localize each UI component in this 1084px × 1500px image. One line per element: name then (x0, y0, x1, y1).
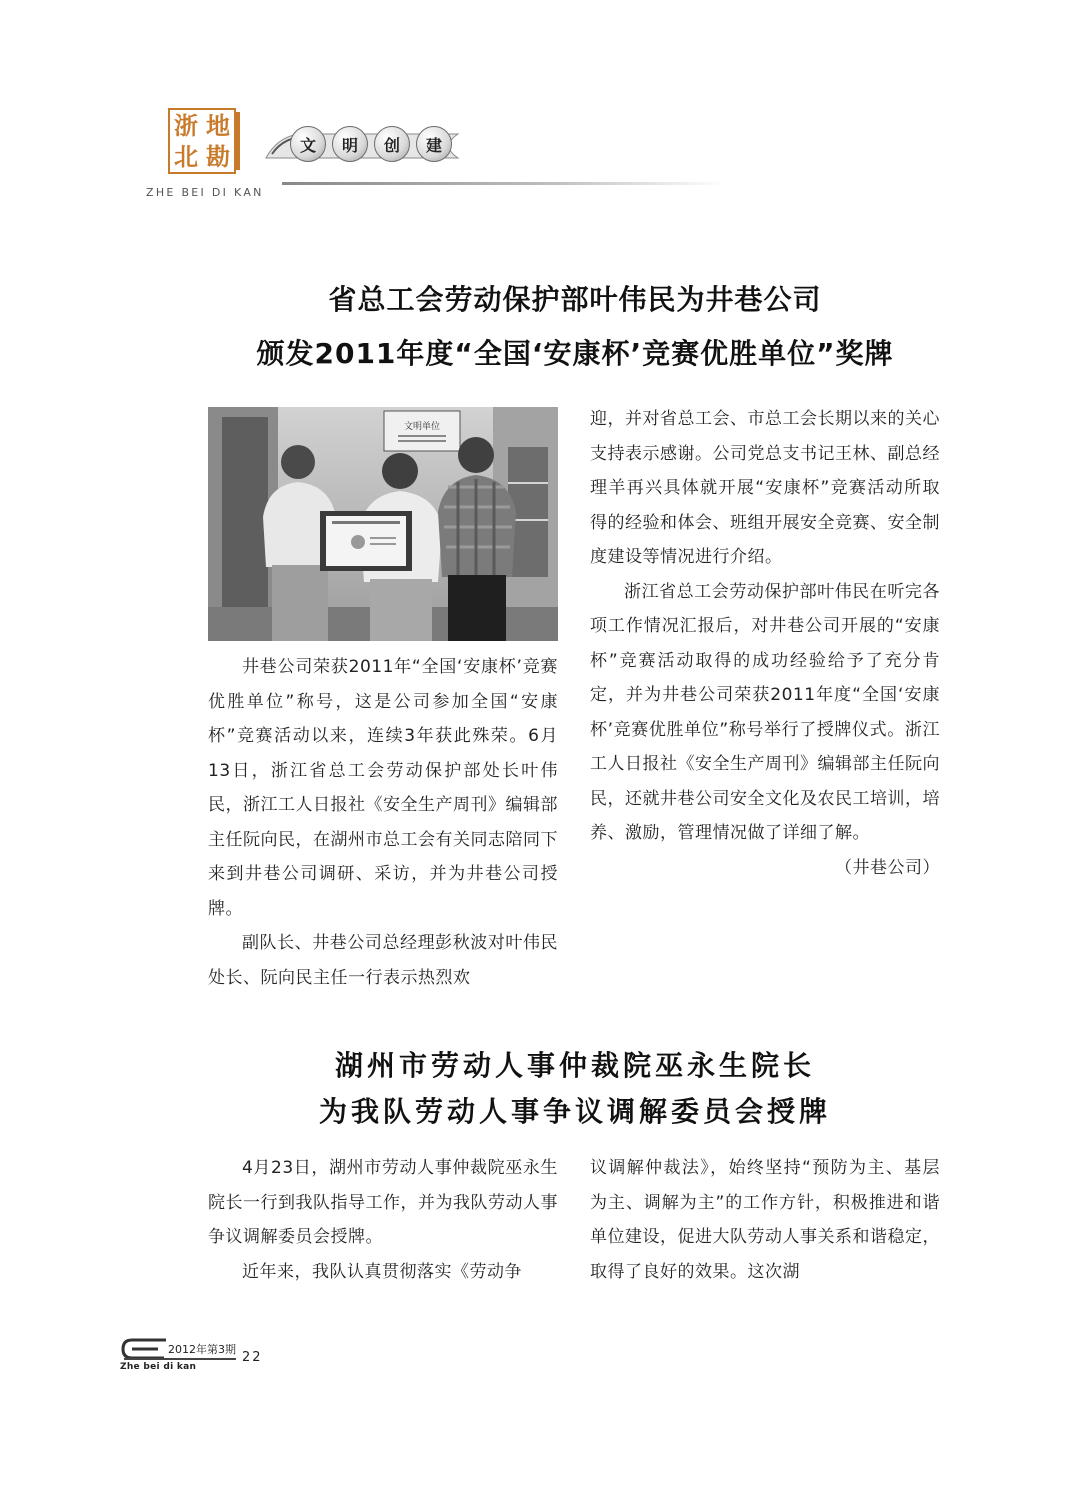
logo-accent-bar (236, 112, 240, 170)
logo-char-1: 浙 (174, 110, 198, 140)
article1-source: （井巷公司） (835, 857, 940, 878)
photo-illustration (208, 407, 558, 641)
article2-right-column (590, 1151, 940, 1289)
magazine-latin-name: ZHE BEI DI KAN (146, 186, 264, 199)
text-line: 系和谐稳定，取得了良好的效果。这次湖 (590, 1227, 940, 1282)
footer-rule (124, 1358, 236, 1360)
text-line: 度“全国‘安康杯’竞赛优胜单位”称号 (590, 685, 940, 740)
text-line: 予了充分肯定，并为井巷公司荣获2011年 (590, 650, 941, 705)
text-line: 4月23日，湖州市劳动人事仲裁院巫 (242, 1158, 523, 1178)
text-line: 举行了授牌仪式。浙江工人日报社《安全 (590, 719, 940, 774)
article2-title-line2: 为我队劳动人事争议调解委员会授牌 (318, 1095, 831, 1128)
text-line: 议调解仲裁法》，始终坚持“预防为主、 (590, 1158, 905, 1178)
article1-title-line1: 省总工会劳动保护部叶伟民为井巷公司 (328, 283, 822, 316)
text-line: 公司安全文化及农民工培训，培养、激 (590, 788, 940, 843)
article1-right-column (590, 402, 940, 885)
footer-latin-name: Zhe bei di kan (120, 1362, 197, 1372)
text-line: 完各项工作情况汇报后，对井巷公司开展 (590, 581, 941, 636)
text-line: 此殊荣。6月13日，浙江省总工会劳动保护 (208, 726, 558, 781)
text-line: 劳动人事争议调解委员会授牌。 (208, 1192, 558, 1247)
text-line: 介绍。 (730, 547, 783, 567)
logo-char-4: 勘 (206, 141, 230, 171)
article1-left-column (208, 650, 558, 995)
text-line: 伟民处长、阮向民主任一行表示热烈欢 (208, 933, 559, 988)
text-line: 的“安康杯”竞赛活动取得的成功经验给 (590, 616, 941, 671)
text-line: 生产周刊》编辑部主任阮向民，还就井巷 (590, 754, 940, 809)
text-line: 永生院长一行到我队指导工作，并为我队 (208, 1158, 558, 1213)
magazine-logo (168, 108, 236, 174)
logo-char-2: 地 (206, 110, 230, 140)
text-line: 关心支持表示感谢。公司党总支书记王 (590, 409, 940, 464)
award-ceremony-photo (208, 407, 558, 641)
text-line: 工会有关同志陪同下来到井巷公司调研、 (208, 829, 558, 884)
text-line: 开展安全竞赛、安全制度建设等情况进行 (590, 512, 940, 567)
article1-paragraph (208, 926, 558, 995)
section-char-3: 创 (374, 126, 410, 162)
text-line: 迎，并对省总工会、市总工会长期以来的 (590, 409, 905, 429)
logo-char-3: 北 (174, 141, 198, 171)
text-line: 全国“安康杯”竞赛活动以来，连续3年获 (208, 691, 558, 746)
photo-sign: 文明单位 (403, 422, 441, 432)
article1-title-line2: 颁发2011年度“全国‘安康杯’竞赛优胜单位”奖牌 (256, 337, 894, 370)
section-tab (262, 124, 462, 164)
text-line: 励，管理情况做了详细了解。 (642, 823, 870, 843)
text-line: 部处长叶伟民，浙江工人日报社《安全生 (208, 760, 558, 815)
article2-paragraph (208, 1255, 558, 1290)
article2-paragraph (208, 1151, 558, 1255)
text-line: 副队长、井巷公司总经理彭秋波对叶 (242, 933, 523, 953)
text-line: 杯”竞赛活动所取得的经验和体会、班组 (590, 478, 940, 533)
text-line: 产周刊》编辑部主任阮向民，在湖州市总 (208, 795, 558, 850)
section-char-1: 文 (290, 126, 326, 162)
article2-title-line1: 湖州市劳动人事仲裁院巫永生院长 (334, 1049, 815, 1082)
text-line: 基层为主、调解为主”的工作方针，积极 (590, 1158, 941, 1213)
footer-issue: 2012年第3期 (168, 1343, 236, 1356)
article1-paragraph (590, 402, 940, 575)
text-line: 林、副总经理羊再兴具体就开展“安康 (590, 443, 940, 498)
text-line: 采访，并为井巷公司授牌。 (208, 864, 558, 919)
article1-paragraph (208, 650, 558, 926)
text-line: 推进和谐单位建设，促进大队劳动人事关 (590, 1192, 940, 1247)
page-number: 22 (242, 1350, 263, 1365)
article2-paragraph (590, 1151, 940, 1289)
section-char-4: 建 (416, 126, 452, 162)
text-line: 近年来，我队认真贯彻落实《劳动争 (242, 1261, 522, 1282)
article1-paragraph (590, 575, 940, 851)
header-rule (282, 182, 726, 185)
text-line: 杯’竞赛优胜单位”称号，这是公司参加 (208, 657, 558, 712)
text-line: 浙江省总工会劳动保护部叶伟民在听 (624, 581, 905, 602)
section-char-2: 明 (332, 126, 368, 162)
article2-left-column (208, 1151, 558, 1289)
text-line: 井巷公司荣获2011年“全国‘安康 (242, 657, 499, 677)
